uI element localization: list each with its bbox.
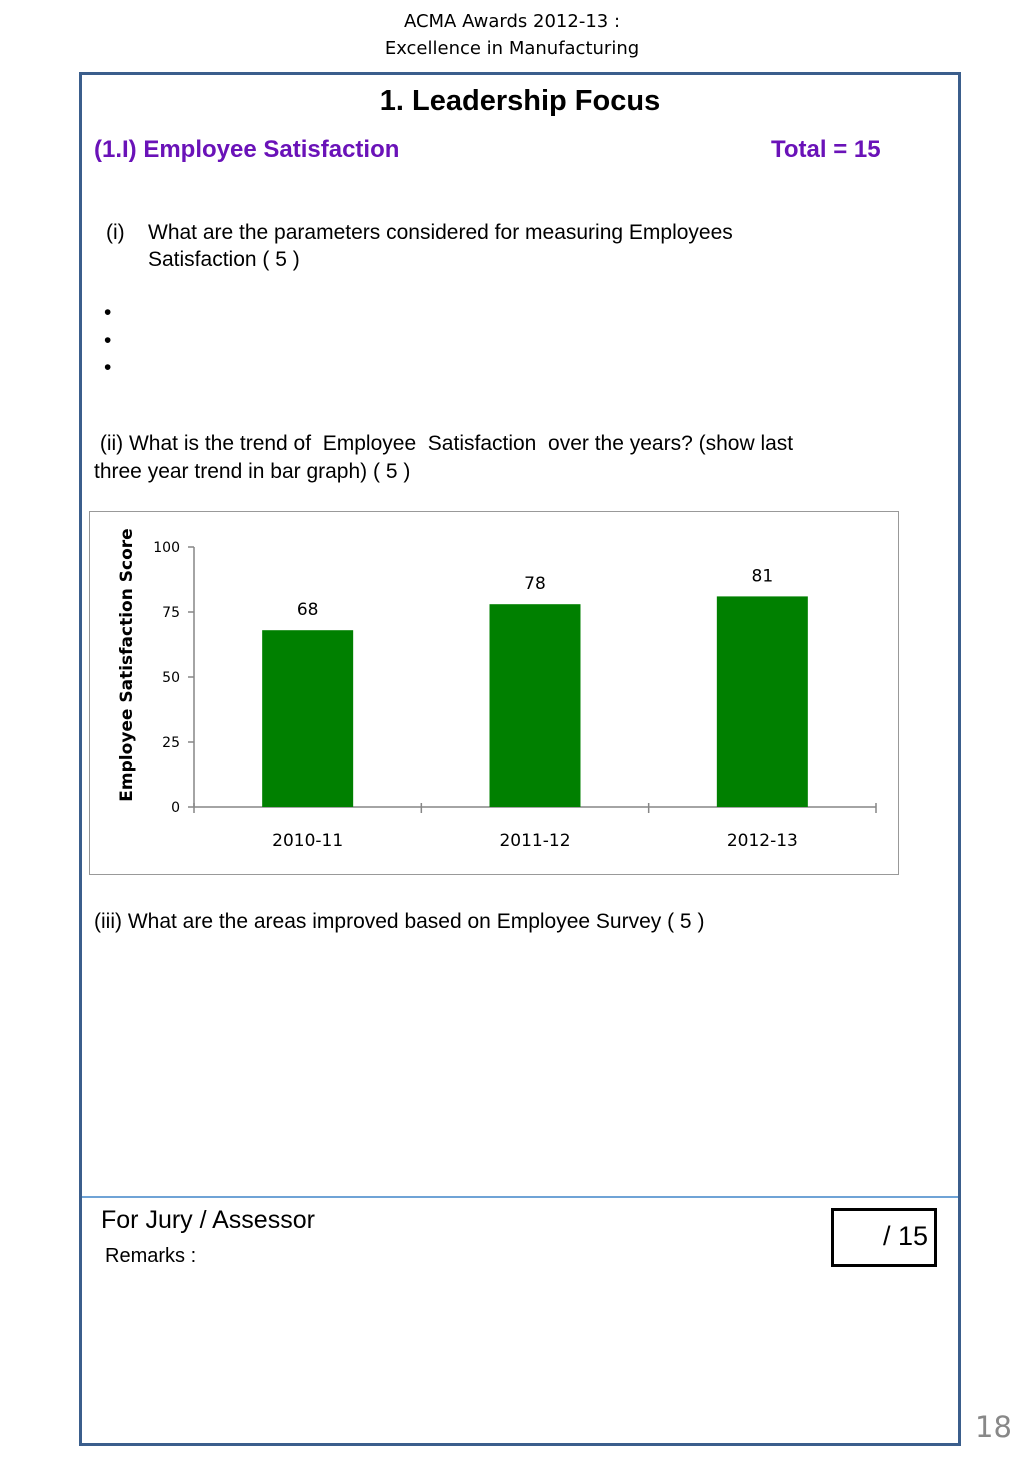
data-label: 78: [524, 574, 546, 595]
x-tick-label: 2012-13: [726, 831, 798, 851]
y-tick-label: 75: [162, 605, 180, 621]
question-3: (iii) What are the areas improved based on Employee Survey ( 5 ): [94, 910, 705, 933]
page-number: 18: [975, 1410, 1012, 1444]
bar-chart: [90, 512, 898, 874]
bullet-3: •: [104, 356, 112, 379]
data-label: 81: [751, 566, 774, 587]
jury-heading: For Jury / Assessor: [101, 1206, 315, 1234]
bar-2012-13: [717, 596, 808, 807]
question-1-number: (i): [106, 221, 125, 244]
data-label: 68: [296, 600, 319, 621]
y-tick-label: 100: [153, 540, 180, 556]
bullet-2: •: [104, 329, 112, 352]
question-1-line-1: What are the parameters considered for measuring Employees: [148, 221, 733, 244]
question-1-line-2: Satisfaction ( 5 ): [148, 248, 300, 271]
score-box[interactable]: [831, 1208, 937, 1267]
bullet-1: •: [104, 301, 112, 324]
y-tick-label: 0: [171, 800, 180, 816]
y-axis-label: Employee Satisfaction Score: [117, 528, 137, 802]
remarks-label: Remarks :: [105, 1245, 197, 1267]
section-total: Total = 15: [771, 136, 881, 163]
bar-2010-11: [262, 630, 353, 807]
question-2-line-2: three year trend in bar graph) ( 5 ): [94, 460, 411, 483]
chart-container: [89, 511, 899, 875]
score-value: / 15: [882, 1221, 928, 1251]
section-divider: [82, 1196, 958, 1198]
question-2-line-1: (ii) What is the trend of Employee Satisfaction over the years? (show last: [94, 432, 794, 455]
header-line-1: ACMA Awards 2012-13 :: [403, 11, 621, 32]
bar-2011-12: [490, 604, 581, 807]
form-frame: [79, 72, 961, 1446]
y-tick-label: 25: [162, 735, 180, 751]
section-subtitle: (1.I) Employee Satisfaction: [94, 136, 400, 163]
header-line-2: Excellence in Manufacturing: [384, 38, 640, 59]
section-title: 1. Leadership Focus: [379, 85, 661, 117]
x-tick-label: 2010-11: [272, 831, 344, 851]
x-tick-label: 2011-12: [499, 831, 571, 851]
y-tick-label: 50: [162, 670, 180, 686]
